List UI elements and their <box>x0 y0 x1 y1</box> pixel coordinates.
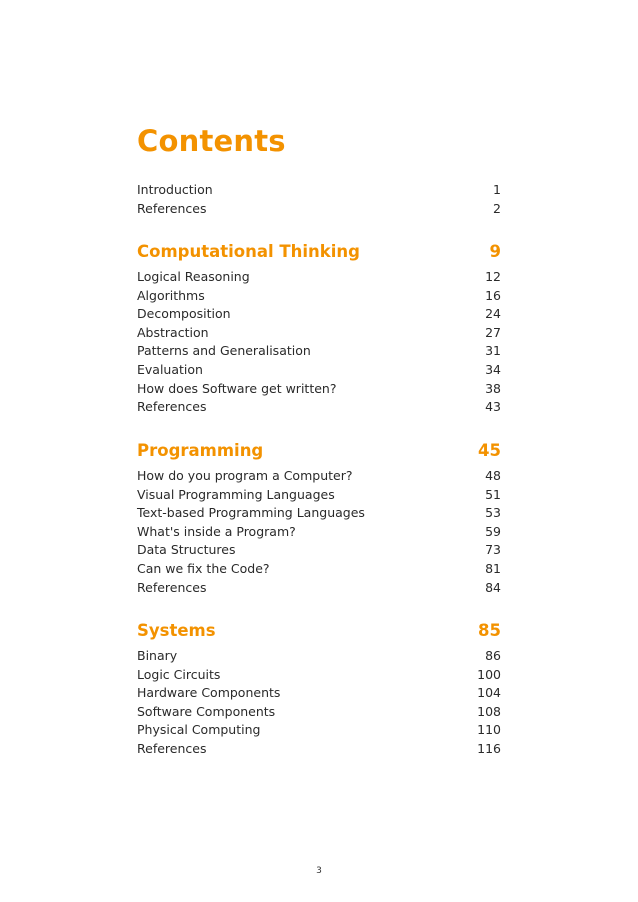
toc-entry[interactable] <box>137 504 501 523</box>
toc-entry-label: Data Structures <box>137 542 236 558</box>
toc-entry[interactable] <box>137 684 501 703</box>
toc-entry[interactable] <box>137 305 501 324</box>
toc-entry-label: Decomposition <box>137 306 231 322</box>
toc-entry-page: 100 <box>477 666 501 682</box>
toc-entry-label: How do you program a Computer? <box>137 468 353 483</box>
toc-entry[interactable] <box>137 666 501 685</box>
toc-entry-label: Algorithms <box>137 287 205 303</box>
toc-entry-page: 53 <box>485 505 501 521</box>
toc-entry-page: 116 <box>477 740 501 756</box>
toc-entry-page: 1 <box>493 182 501 197</box>
toc-entry-page: 81 <box>485 560 501 576</box>
toc-entry-label: Can we fix the Code? <box>137 560 270 576</box>
section-title: Systems <box>137 621 216 640</box>
toc-entry-label: Introduction <box>137 182 213 197</box>
toc-entry-page: 2 <box>493 200 501 216</box>
toc-entry-label: References <box>137 200 207 216</box>
section-computational-thinking <box>137 240 501 417</box>
intro-block <box>137 181 501 218</box>
toc-entry[interactable] <box>137 560 501 579</box>
section-systems <box>137 619 501 759</box>
toc-entry-page: 110 <box>477 722 501 738</box>
section-heading[interactable] <box>137 619 501 643</box>
toc-entry-label: Evaluation <box>137 361 203 377</box>
toc-entry-label: Patterns and Generalisation <box>137 343 311 359</box>
toc-entry-page: 12 <box>485 269 501 284</box>
toc-entry[interactable] <box>137 721 501 740</box>
page-title: Contents <box>137 124 286 158</box>
toc-entry-page: 24 <box>485 306 501 322</box>
toc-entry[interactable] <box>137 647 501 666</box>
toc-entry-label: Binary <box>137 648 178 663</box>
section-page: 45 <box>478 441 501 460</box>
toc-entry-page: 34 <box>485 361 501 377</box>
section-title: Programming <box>137 441 264 460</box>
toc-entry-label: References <box>137 399 207 415</box>
toc-entry[interactable] <box>137 342 501 361</box>
toc-entry-label: Visual Programming Languages <box>137 486 335 502</box>
toc-entry[interactable] <box>137 268 501 287</box>
section-heading[interactable] <box>137 439 501 463</box>
toc-entry-page: 51 <box>485 486 501 502</box>
toc-entry-label: Hardware Components <box>137 685 281 701</box>
toc-entry-label: Logical Reasoning <box>137 269 250 284</box>
toc-entry-page: 38 <box>485 380 501 396</box>
toc-entry[interactable] <box>137 200 501 219</box>
section-page: 85 <box>478 621 501 640</box>
toc-entry-label: Physical Computing <box>137 722 261 738</box>
toc-entry-label: Abstraction <box>137 324 209 340</box>
toc-entry-label: References <box>137 740 207 756</box>
toc-entry-page: 73 <box>485 542 501 558</box>
toc-entry-page: 108 <box>477 703 501 719</box>
toc-entry[interactable] <box>137 380 501 399</box>
toc-entry-label: What's inside a Program? <box>137 523 296 539</box>
toc-entry-label: Logic Circuits <box>137 666 221 682</box>
toc-entry[interactable] <box>137 361 501 380</box>
toc-entry-page: 16 <box>485 287 501 303</box>
toc-entry-label: How does Software get written? <box>137 380 337 396</box>
toc-entry[interactable] <box>137 740 501 759</box>
toc-entry-label: Text-based Programming Languages <box>137 505 365 521</box>
toc-entry-page: 27 <box>485 324 501 340</box>
toc-entry[interactable] <box>137 324 501 343</box>
page-number: 3 <box>316 866 322 876</box>
section-heading[interactable] <box>137 240 501 264</box>
section-title: Computational Thinking <box>137 242 360 261</box>
toc-entry[interactable] <box>137 523 501 542</box>
toc-entry-label: Software Components <box>137 703 276 719</box>
section-page: 9 <box>489 242 501 261</box>
toc-entry[interactable] <box>137 579 501 598</box>
section-programming <box>137 439 501 597</box>
toc-entry[interactable] <box>137 467 501 486</box>
toc-entry-label: References <box>137 579 207 595</box>
toc-entry[interactable] <box>137 541 501 560</box>
toc-entry[interactable] <box>137 181 501 200</box>
toc-entry-page: 48 <box>485 468 501 483</box>
toc-entry-page: 86 <box>485 648 501 663</box>
toc-entry[interactable] <box>137 398 501 417</box>
toc-entry-page: 31 <box>485 343 501 359</box>
toc-entry-page: 84 <box>485 579 501 595</box>
toc-entry[interactable] <box>137 703 501 722</box>
toc-entry-page: 104 <box>477 685 501 701</box>
toc-entry-page: 59 <box>485 523 501 539</box>
toc-entry[interactable] <box>137 287 501 306</box>
toc-entry[interactable] <box>137 486 501 505</box>
toc-entry-page: 43 <box>485 399 501 415</box>
